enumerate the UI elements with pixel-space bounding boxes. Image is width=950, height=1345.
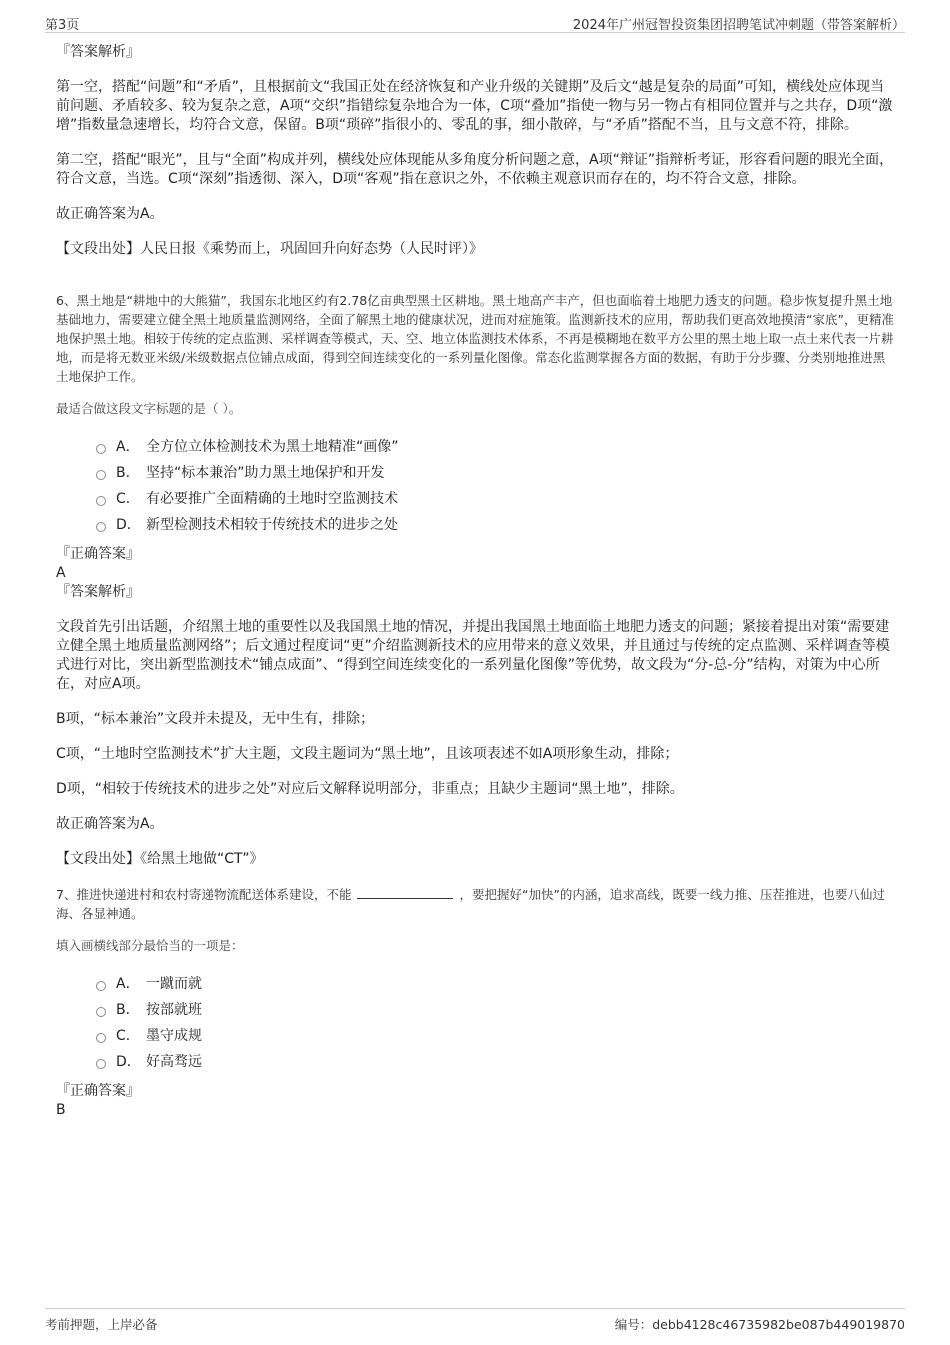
page-number: 第3页 bbox=[45, 18, 80, 33]
radio-icon[interactable] bbox=[96, 1059, 106, 1069]
radio-icon[interactable] bbox=[96, 522, 106, 532]
radio-icon[interactable] bbox=[96, 1007, 106, 1017]
q6-option-b[interactable]: B． 坚持“标本兼治”助力黑土地保护和开发 bbox=[96, 460, 896, 486]
q7-prompt: 填入画横线部分最恰当的一项是： bbox=[56, 938, 244, 953]
q6-analysis-p1: 文段首先引出话题，介绍黑土地的重要性以及我国黑土地的情况，并提出我国黑土地面临土地肥力透支的问题；紧接着提出对策“需要建立健全黑土地质量监测网络”；后文通过程度词“更”介绍监测新技术的应用带来的意义效果，并且通过与传统的定点监测、采样调查等模式进行对比，突出新型监测技术“铺点成面”、“得到空间连续变化的一系列量化图像”等优势，故文段为“分-总-分”结构，对策为中心所在，对应A项。 bbox=[56, 619, 890, 692]
radio-icon[interactable] bbox=[96, 981, 106, 991]
q6-analysis-p4: D项，“相较于传统技术的进步之处”对应后文解释说明部分，非重点；且缺少主题词“黑土地”，排除。 bbox=[56, 781, 684, 797]
q7-answer: B bbox=[56, 1102, 66, 1118]
blank-line bbox=[357, 886, 453, 899]
q7-question-text: 7、推进快递进村和农村寄递物流配送体系建设，不能 ，要把握好“加快”的内涵，追求高线，既要一线力推、压茬推进，也要八仙过海、各显神通。 bbox=[56, 887, 885, 921]
footer-slogan: 考前押题，上岸必备 bbox=[45, 1317, 158, 1332]
q6-analysis-heading: 『答案解析』 bbox=[56, 584, 140, 600]
q6-answer-heading: 『正确答案』 bbox=[56, 546, 140, 562]
radio-icon[interactable] bbox=[96, 470, 106, 480]
page-footer bbox=[45, 1308, 905, 1339]
radio-icon[interactable] bbox=[96, 1033, 106, 1043]
radio-icon[interactable] bbox=[96, 444, 106, 454]
q5-analysis-p3: 故正确答案为A。 bbox=[56, 206, 164, 222]
q6-analysis-p5: 故正确答案为A。 bbox=[56, 816, 164, 832]
q7-answer-heading: 『正确答案』 bbox=[56, 1083, 140, 1099]
radio-icon[interactable] bbox=[96, 496, 106, 506]
q5-source: 【文段出处】人民日报《乘势而上，巩固回升向好态势（人民时评）》 bbox=[56, 241, 483, 257]
q6-option-c[interactable]: C． 有必要推广全面精确的土地时空监测技术 bbox=[96, 486, 896, 512]
q6-source: 【文段出处】《给黑土地做“CT”》 bbox=[56, 851, 264, 867]
q7-option-d[interactable]: D． 好高骛远 bbox=[96, 1049, 896, 1075]
q7-option-b[interactable]: B． 按部就班 bbox=[96, 997, 896, 1023]
q7-option-a[interactable]: A． 一蹴而就 bbox=[96, 971, 896, 997]
q7-options bbox=[56, 971, 896, 1075]
page-content bbox=[56, 42, 896, 1119]
q6-answer: A bbox=[56, 565, 66, 581]
page-header bbox=[45, 10, 905, 33]
q7-option-c[interactable]: C． 墨守成规 bbox=[96, 1023, 896, 1049]
q5-analysis-p1: 第一空，搭配“问题”和“矛盾”，且根据前文“我国正处在经济恢复和产业升级的关键期”及后文“越是复杂的局面”可知，横线处应体现当前问题、矛盾较多、较为复杂之意，A项“交织”指错综复杂地合为一体，C项“叠加”指使一物与另一物占有相同位置并与之共存，D项“激增”指数量急速增长，均符合文意，保留。B项“琐碎”指很小的、零乱的事，细小散碎，与“矛盾”搭配不当，且与文意不符，排除。 bbox=[56, 79, 893, 133]
q6-options bbox=[56, 434, 896, 538]
q6-prompt: 最适合做这段文字标题的是（ ）。 bbox=[56, 401, 242, 416]
q6-option-d[interactable]: D． 新型检测技术相较于传统技术的进步之处 bbox=[96, 512, 896, 538]
footer-serial: 编号：debb4128c46735982be087b449019870 bbox=[614, 1317, 905, 1332]
q6-question-text: 6、黑土地是“耕地中的大熊猫”，我国东北地区约有2.78亿亩典型黑土区耕地。黑土地高产丰产，但也面临着土地肥力透支的问题。稳步恢复提升黑土地基础地力，需要建立健全黑土地质量监测网络，全面了解黑土地的健康状况，进而对症施策。监测新技术的应用，帮助我们更高效地摸清“家底”，更精准地保护黑土地。相较于传统的定点监测、采样调查等模式，天、空、地立体监测技术体系，不再是模糊地在数平方公里的黑土地上取一点土来代表一片耕地，而是将无数亚米级/米级数据点位铺点成面，得到空间连续变化的一系列量化图像。常态化监测掌握各方面的数据，有助于分步骤、分类别地推进黑土地保护工作。 bbox=[56, 293, 894, 384]
q6-analysis-p3: C项，“土地时空监测技术”扩大主题，文段主题词为“黑土地”，且该项表述不如A项形象生动，排除； bbox=[56, 746, 679, 762]
q5-analysis-heading: 『答案解析』 bbox=[56, 44, 140, 60]
q5-analysis-p2: 第二空，搭配“眼光”，且与“全面”构成并列，横线处应体现能从多角度分析问题之意，A项“辩证”指辩析考证，形容看问题的眼光全面，符合文意，当选。C项“深刻”指透彻、深入，D项“客观”指在意识之外，不依赖主观意识而存在的，均不符合文意，排除。 bbox=[56, 152, 894, 187]
document-title: 2024年广州冠智投资集团招聘笔试冲刺题（带答案解析） bbox=[572, 18, 905, 33]
q6-analysis-p2: B项，“标本兼治”文段并未提及，无中生有，排除； bbox=[56, 711, 375, 727]
q6-option-a[interactable]: A． 全方位立体检测技术为黑土地精准“画像” bbox=[96, 434, 896, 460]
